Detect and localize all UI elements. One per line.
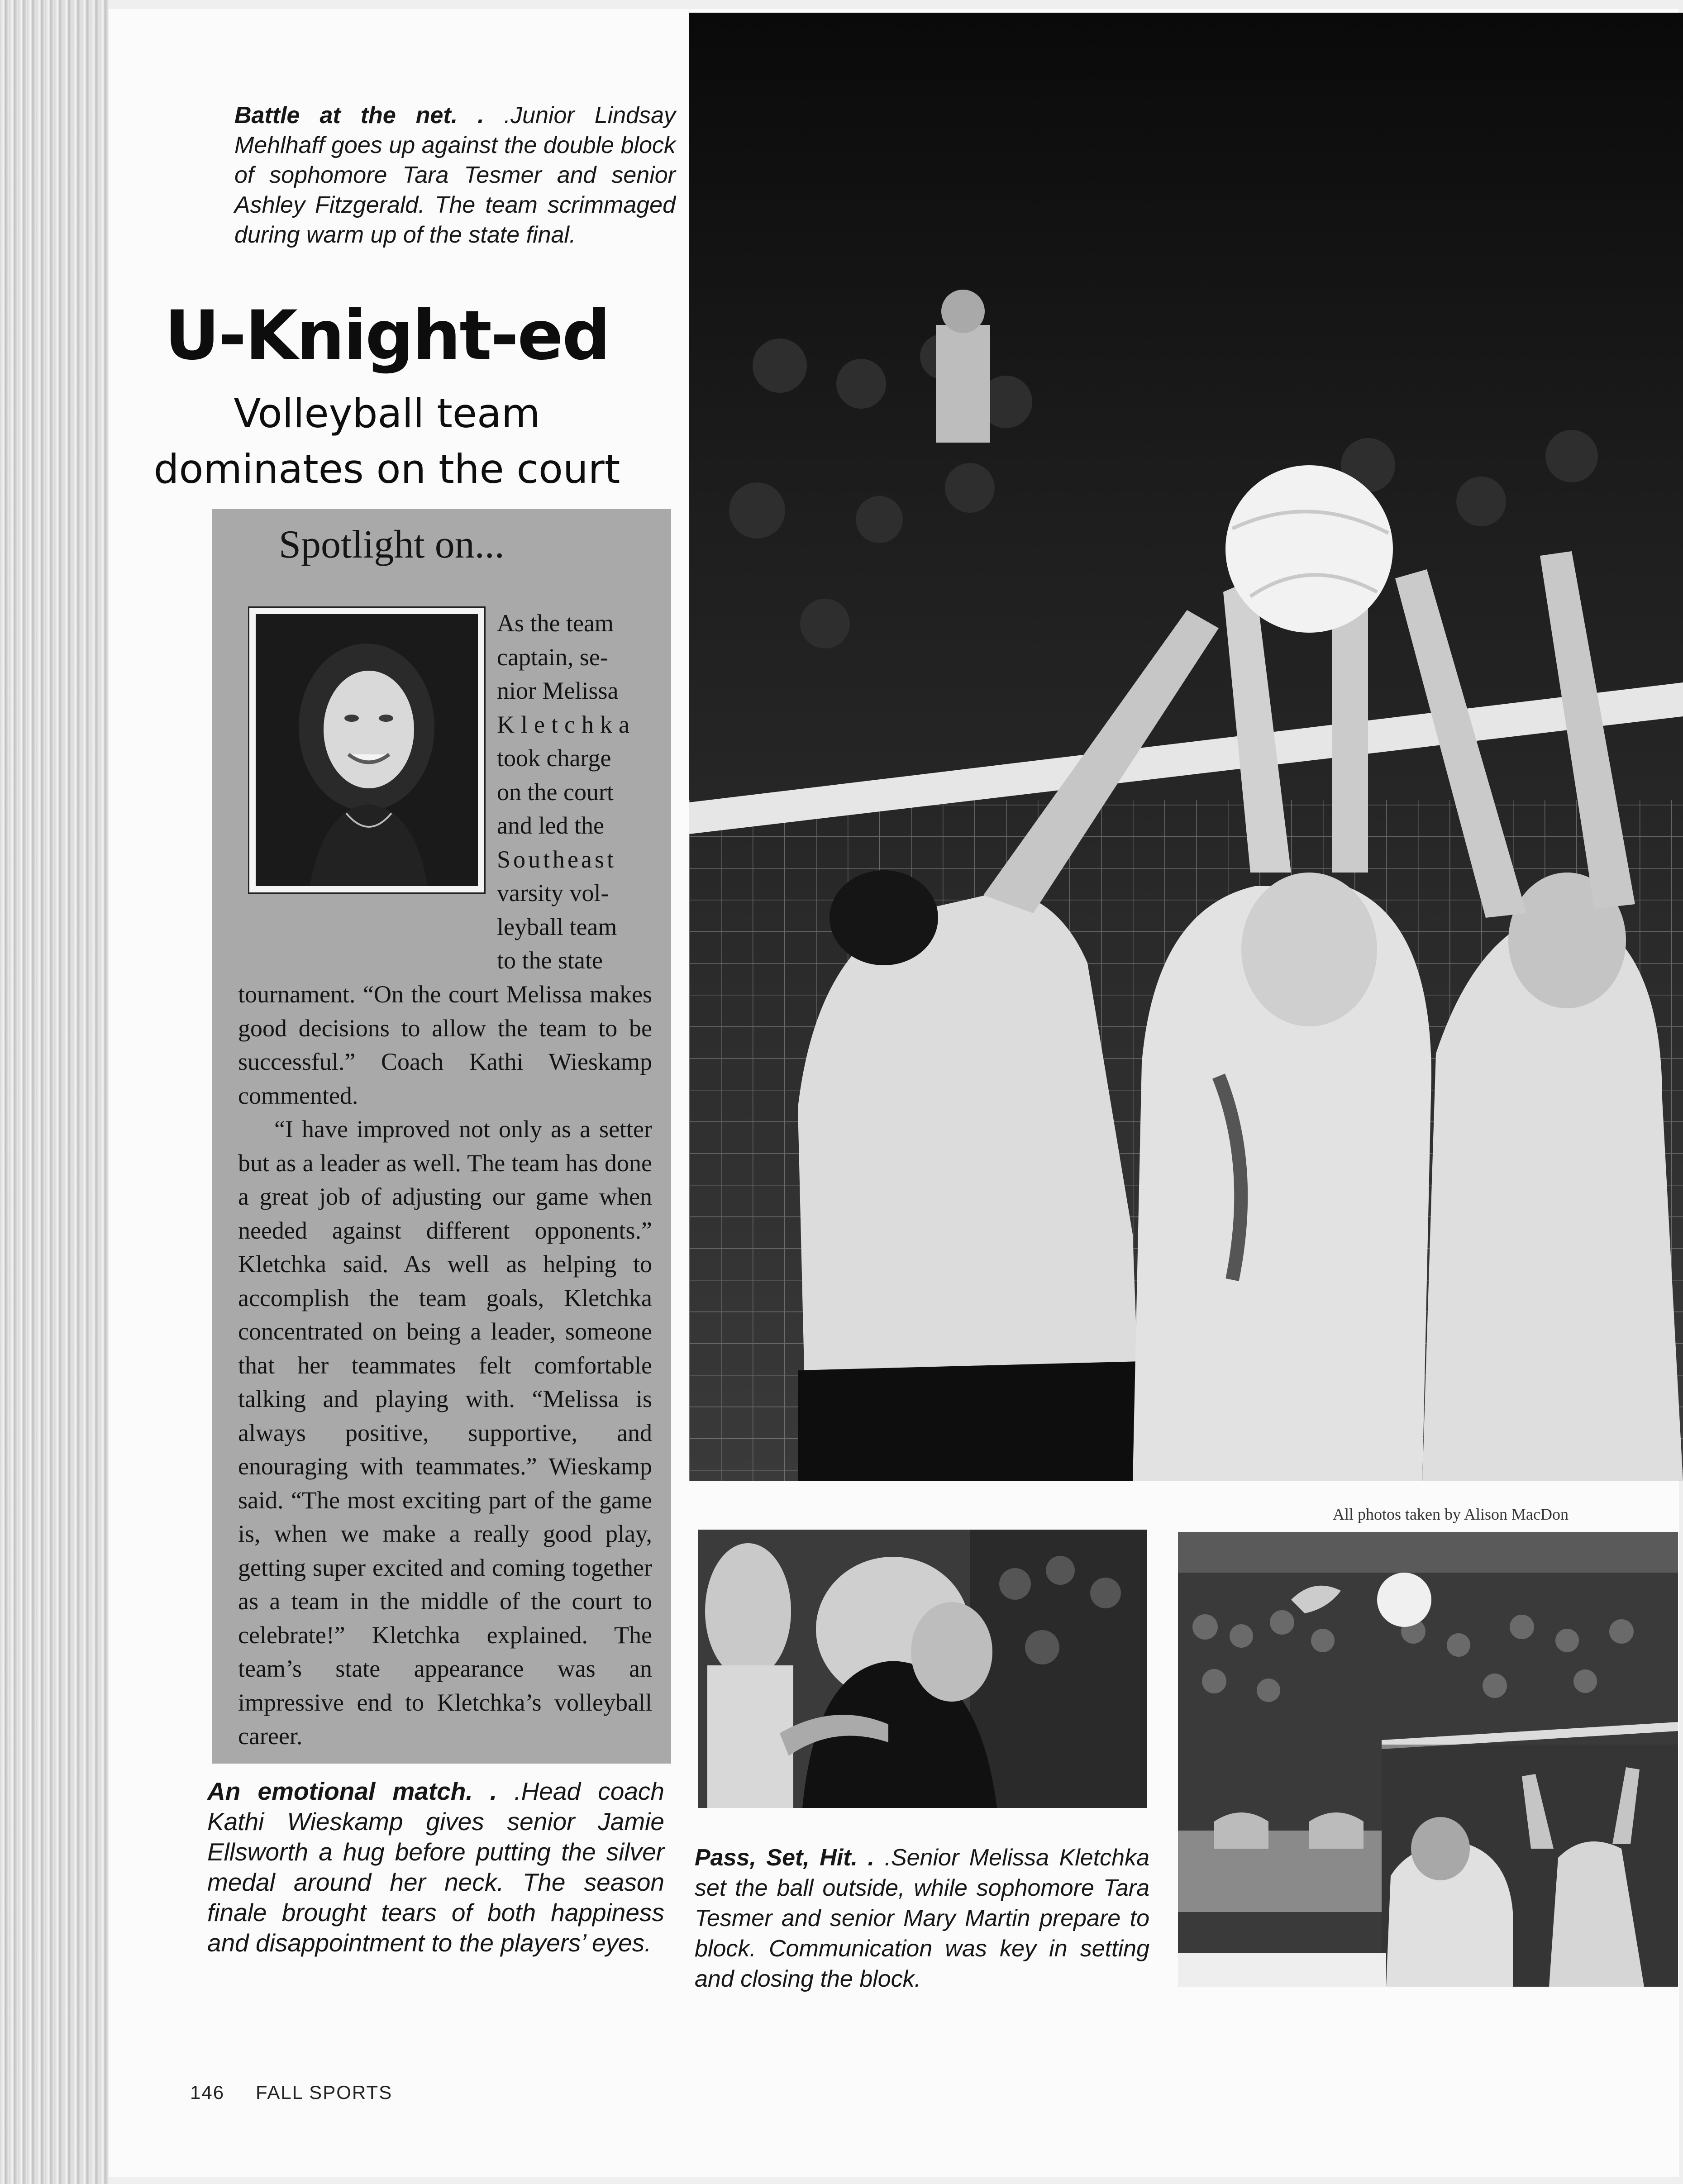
spotlight-narrow-column: [497, 606, 653, 978]
narrow-line: Southeast: [497, 845, 616, 873]
book-page-edges: [0, 0, 109, 2184]
top-photo-caption: [234, 100, 676, 250]
narrow-line: captain, se-: [497, 643, 608, 671]
spotlight-box: [212, 509, 671, 1764]
hug-photo: [698, 1530, 1147, 1808]
headline-title: U-Knight-ed: [164, 296, 610, 375]
main-photo-image: [689, 13, 1683, 1481]
spotlight-paragraph-1: tournament. “On the court Melissa makes good decisions to allow the team to be successful.” Coach Kathi Wieskamp commented.: [238, 981, 652, 1109]
narrow-line: Kletchka: [497, 711, 636, 738]
emotional-caption-lead: An emotional match. .: [207, 1777, 497, 1805]
pass-set-hit-caption: [695, 1843, 1149, 1994]
emotional-caption-body: .Head coach Kathi Wieskamp gives senior Jamie Ellsworth a hug before putting the silver medal around her neck. The season finale brought tears of both happiness and disappointment to the players’ eyes.: [207, 1777, 664, 1957]
hug-photo-image: [698, 1530, 1147, 1808]
narrow-line: took charge: [497, 744, 611, 772]
spotlight-paragraph-2: “I have improved not only as a setter but as a leader as well. The team has done a great job of adjusting our game when needed against different opponents.” Kletchka said. As well as helping to accomplish the team goals, Kletchka concentrated on being a leader, someone that her teammates felt comfortable talking and playing with. “Melissa is always positive, supportive, and enouraging with teammates.” Wieskamp said. “The most exciting part of the game is, when we make a really good play, getting super excited and coming together as a team in the middle of the court to celebrate!” Kletchka explained. The team’s state appearance was an impressive end to Kletchka’s volleyball career.: [238, 1116, 652, 1750]
narrow-line: and led the: [497, 812, 604, 839]
portrait-photo: [248, 606, 486, 894]
narrow-line: nior Melissa: [497, 677, 619, 704]
top-caption-lead: Battle at the net. .: [234, 102, 484, 129]
page-number: 146: [190, 2082, 225, 2103]
emotional-match-caption: [207, 1776, 664, 1958]
pass-caption-lead: Pass, Set, Hit. .: [695, 1845, 874, 1871]
narrow-line: varsity vol-: [497, 879, 609, 906]
narrow-line: leyball team: [497, 913, 617, 940]
pass-caption-body: .Senior Melissa Kletchka set the ball outside, while sophomore Tara Tesmer and senior Mary Martin prepare to block. Communication was key in setting and closing the block.: [695, 1845, 1149, 1992]
narrow-line: As the team: [497, 610, 614, 637]
spotlight-body: [238, 978, 652, 1753]
pass-set-hit-photo: [1178, 1532, 1678, 1987]
main-volleyball-photo: [689, 13, 1683, 1481]
narrow-line: on the court: [497, 778, 614, 806]
headline-subtitle-line2: dominates on the court: [153, 446, 620, 492]
section-name: FALL SPORTS: [256, 2082, 393, 2103]
headline-subtitle-line1: Volleyball team: [234, 390, 540, 437]
spotlight-title: Spotlight on...: [279, 523, 505, 567]
photo-credit: All photos taken by Alison MacDon: [1333, 1505, 1569, 1523]
portrait-image: [256, 614, 478, 886]
top-caption-body: .Junior Lindsay Mehlhaff goes up against the double block of sophomore Tara Tesmer and senior Ashley Fitzgerald. The team scrimmaged during warm up of the state final.: [234, 102, 676, 248]
pass-set-hit-image: [1178, 1532, 1678, 1987]
narrow-line: to the state: [497, 947, 603, 974]
